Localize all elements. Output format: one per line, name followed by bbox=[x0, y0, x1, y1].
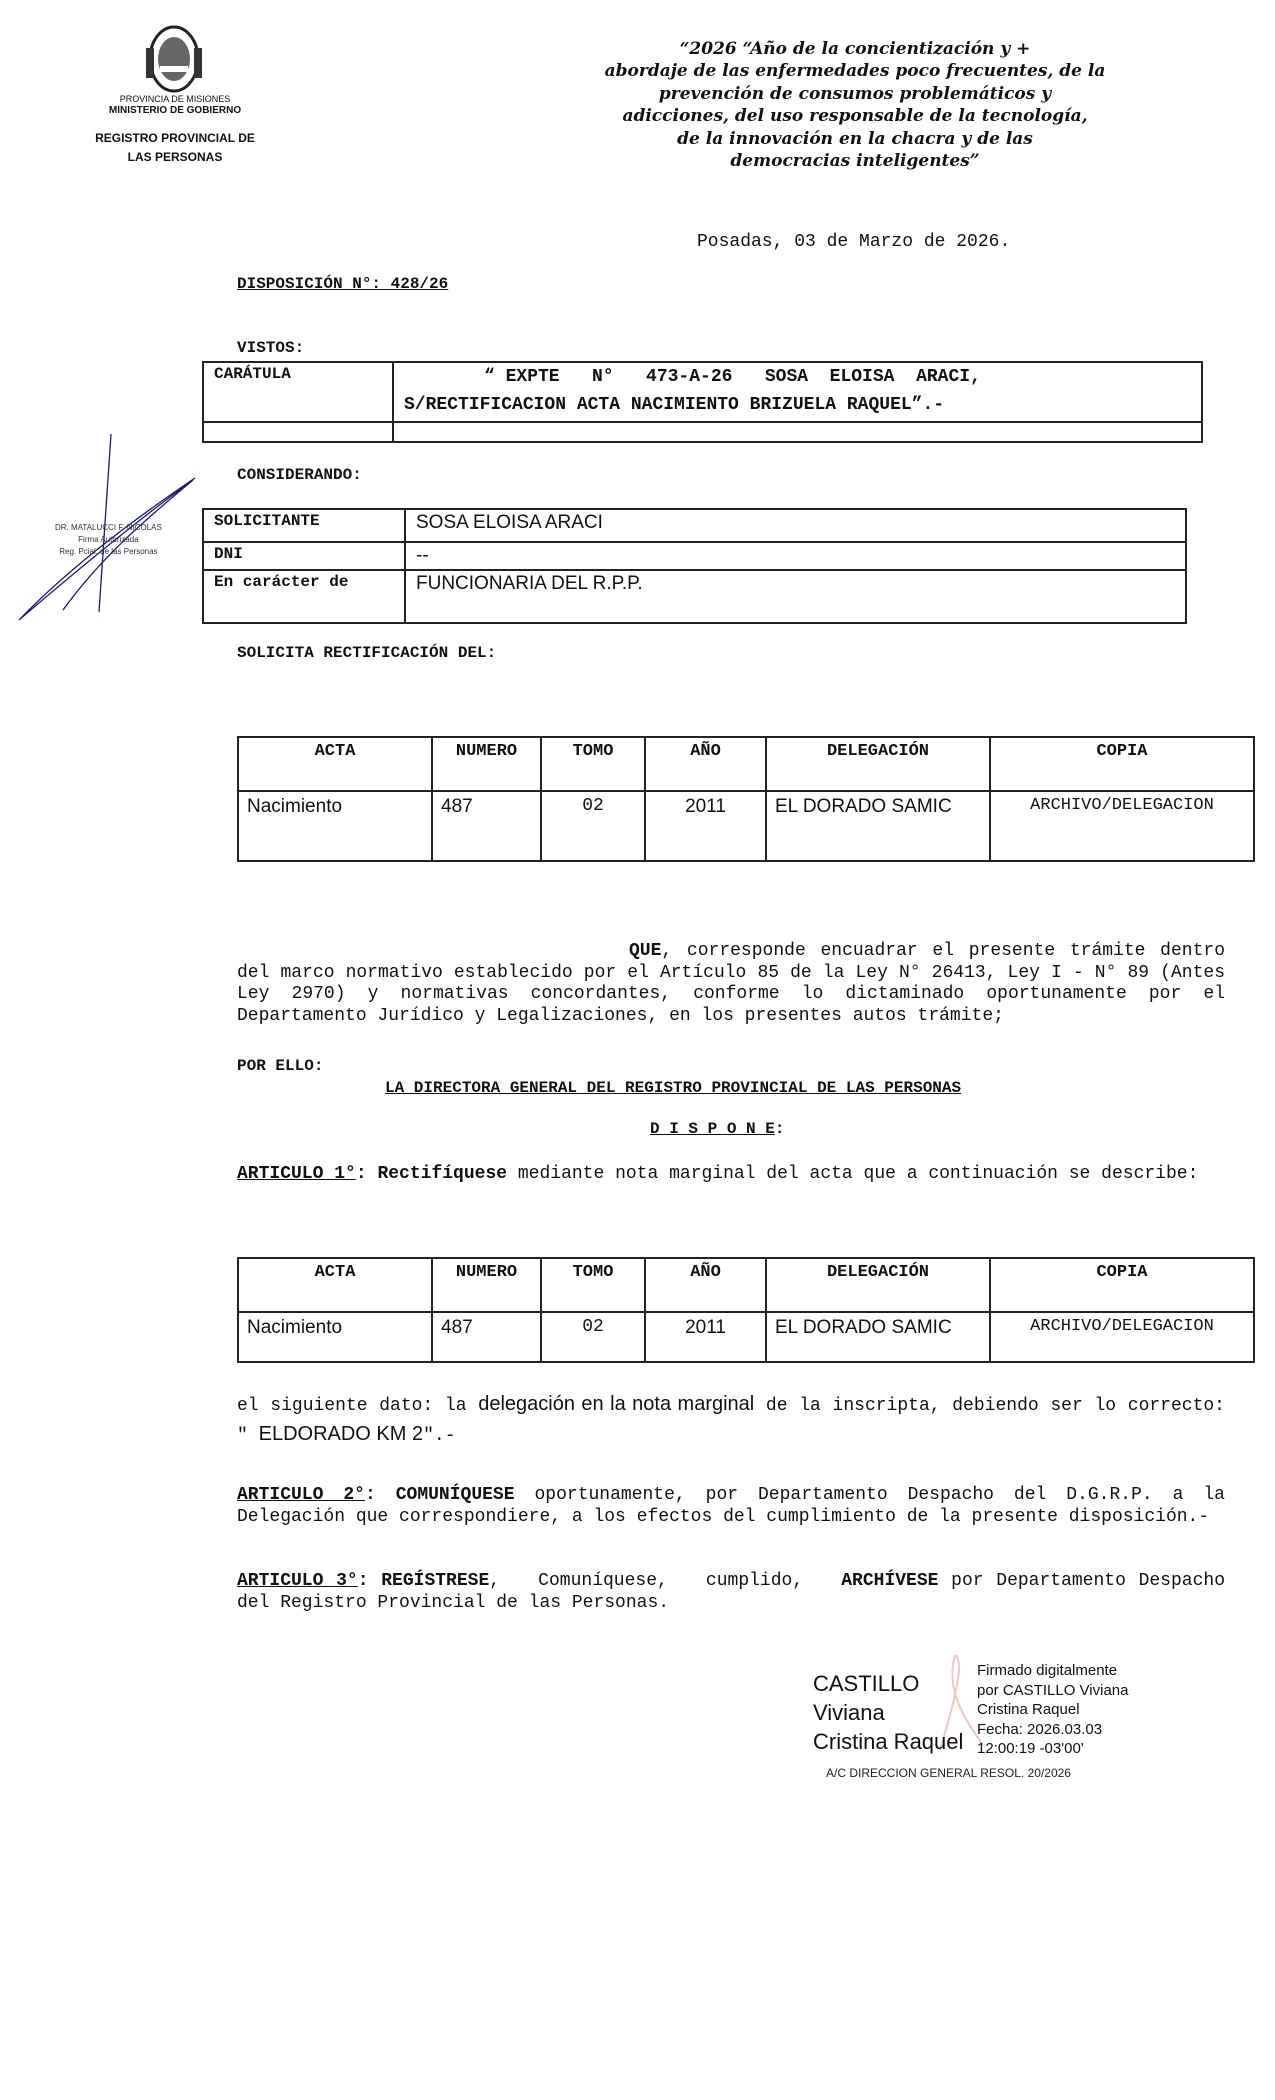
article-text: , Comuníquese, cumplido, bbox=[489, 1571, 842, 1591]
acta-cell: Nacimiento bbox=[238, 791, 432, 861]
signer-name-line: Viviana bbox=[813, 1700, 885, 1725]
org-registry-2: LAS PERSONAS bbox=[127, 150, 223, 164]
article-label: ARTICULO 2° bbox=[237, 1485, 365, 1505]
dni-value: -- bbox=[405, 542, 1186, 570]
col-header: TOMO bbox=[541, 737, 645, 791]
disposition-number: DISPOSICIÓN N°: 428/26 bbox=[237, 275, 449, 293]
article-text: mediante nota marginal del acta que a continuación se describe: bbox=[507, 1164, 1199, 1184]
col-header: NUMERO bbox=[432, 1258, 541, 1312]
signature-detail: 12:00:19 -03'00' bbox=[977, 1740, 1084, 1757]
applicant-table bbox=[202, 508, 1187, 624]
article-verb: Rectifíquese bbox=[377, 1164, 508, 1184]
signature-footer: A/C DIRECCION GENERAL RESOL. 20/2026 bbox=[826, 1766, 1071, 1780]
numero-cell: 487 bbox=[432, 791, 541, 861]
org-province: PROVINCIA DE MISIONES bbox=[119, 94, 231, 104]
col-header: AÑO bbox=[645, 737, 766, 791]
applicant-label: SOLICITANTE bbox=[203, 509, 405, 542]
dispone-heading: D I S P O N E: bbox=[650, 1120, 785, 1138]
tomo-cell: 02 bbox=[541, 1312, 645, 1362]
handwritten-signature bbox=[15, 432, 205, 627]
por-ello: POR ELLO: bbox=[237, 1057, 324, 1075]
motto-line: abordaje de las enfermedades poco frecuentes, de la bbox=[604, 61, 1106, 82]
motto-line: prevención de consumos problemáticos y bbox=[658, 83, 1052, 104]
acta-table-2 bbox=[237, 1257, 1255, 1363]
col-header: DELEGACIÓN bbox=[766, 737, 990, 791]
signature-details bbox=[977, 1661, 1128, 1759]
anio-cell: 2011 bbox=[645, 791, 766, 861]
dispone-text: D I S P O N E bbox=[650, 1120, 775, 1138]
signer-name bbox=[813, 1669, 963, 1756]
stamp-line: DR. MATALUCCI F. NICOLAS bbox=[55, 523, 162, 532]
article-1: ARTICULO 1°: Rectifíquese mediante nota marginal del acta que a continuación se describe: bbox=[237, 1164, 1199, 1184]
corrected-value: ELDORADO KM 2 bbox=[258, 1423, 424, 1445]
signature-detail: Cristina Raquel bbox=[977, 1701, 1080, 1718]
applicant-value: SOSA ELOISA ARACI bbox=[405, 509, 1186, 542]
role-label: En carácter de bbox=[203, 570, 405, 623]
col-header: COPIA bbox=[990, 737, 1254, 791]
caratula-table bbox=[202, 361, 1203, 443]
dni-label: DNI bbox=[203, 542, 405, 570]
empty-cell bbox=[203, 422, 393, 442]
acta-table bbox=[237, 736, 1255, 862]
que-paragraph bbox=[237, 941, 1225, 1027]
caratula-line: S/RECTIFICACION ACTA NACIMIENTO BRIZUELA RAQUEL”.- bbox=[404, 395, 945, 415]
que-bold: QUE bbox=[629, 941, 662, 961]
dato-field: delegación en la nota marginal bbox=[478, 1393, 755, 1415]
signer-name-line: CASTILLO bbox=[813, 1671, 920, 1696]
acta-cell: Nacimiento bbox=[238, 1312, 432, 1362]
col-header: COPIA bbox=[990, 1258, 1254, 1312]
article-2: ARTICULO 2°: COMUNÍQUESE oportunamente, por Departamento Despacho del D.G.R.P. a la Delegación que correspondiere, a los efectos del cumplimiento de la presente disposición.- bbox=[237, 1485, 1225, 1527]
considerando-heading: CONSIDERANDO: bbox=[237, 466, 362, 484]
delegacion-cell: EL DORADO SAMIC bbox=[766, 1312, 990, 1362]
directora-heading: LA DIRECTORA GENERAL DEL REGISTRO PROVINCIAL DE LAS PERSONAS bbox=[385, 1079, 962, 1097]
org-ministry: MINISTERIO DE GOBIERNO bbox=[108, 105, 242, 116]
que-text: , corresponde encuadrar el presente trámite dentro del marco normativo establecido por el Artículo 85 de la Ley N° 26413, Ley I - N° 89 (Antes Ley 2970) y normativas concordantes, conforme lo dictaminado oportunamente por el Departamento Jurídico y Legalizaciones, en los presentes autos trámite; bbox=[237, 941, 1225, 1026]
col-header: ACTA bbox=[238, 737, 432, 791]
signer-name-line: Cristina Raquel bbox=[813, 1729, 964, 1754]
stamp-line: Firma Autorizada bbox=[78, 535, 139, 544]
article-label: ARTICULO 1° bbox=[237, 1164, 356, 1184]
copia-cell: ARCHIVO/DELEGACION bbox=[990, 791, 1254, 861]
motto-line: “2026 “Año de la concientización y + bbox=[679, 39, 1031, 59]
article-verb: REGÍSTRESE bbox=[381, 1571, 490, 1591]
col-header: NUMERO bbox=[432, 737, 541, 791]
dato-post: de la inscripta, debiendo ser lo correcto: " bbox=[237, 1396, 1225, 1446]
anio-cell: 2011 bbox=[645, 1312, 766, 1362]
vistos-heading: VISTOS: bbox=[237, 339, 305, 357]
numero-cell: 487 bbox=[432, 1312, 541, 1362]
col-header: AÑO bbox=[645, 1258, 766, 1312]
dato-end: ".- bbox=[423, 1426, 456, 1446]
role-value: FUNCIONARIA DEL R.P.P. bbox=[405, 570, 1186, 623]
article-verb: COMUNÍQUESE bbox=[395, 1485, 515, 1505]
col-header: DELEGACIÓN bbox=[766, 1258, 990, 1312]
signature-detail: Fecha: 2026.03.03 bbox=[977, 1720, 1103, 1738]
article-verb: ARCHÍVESE bbox=[841, 1571, 939, 1591]
dato-pre: el siguiente dato: la bbox=[237, 1396, 479, 1416]
org-registry: REGISTRO PROVINCIAL DE bbox=[95, 131, 255, 145]
article-text: oportunamente, por Departamento Despacho del D.G.R.P. a la Delegación que correspondiere, a los efectos del cumplimiento de la presente disposición.- bbox=[237, 1485, 1225, 1527]
year-motto bbox=[540, 38, 1170, 172]
coat-of-arms-logo bbox=[140, 24, 208, 94]
copia-cell: ARCHIVO/DELEGACION bbox=[990, 1312, 1254, 1362]
tomo-cell: 02 bbox=[541, 791, 645, 861]
col-header: TOMO bbox=[541, 1258, 645, 1312]
motto-line: democracias inteligentes” bbox=[730, 151, 980, 172]
caratula-value bbox=[393, 362, 1202, 422]
signature-detail: Firmado digitalmente bbox=[977, 1662, 1118, 1679]
signature-detail: por CASTILLO Viviana bbox=[977, 1681, 1129, 1699]
motto-line: adicciones, del uso responsable de la tecnología, bbox=[622, 106, 1088, 127]
delegacion-cell: EL DORADO SAMIC bbox=[766, 791, 990, 861]
article-label: ARTICULO 3° bbox=[237, 1571, 358, 1591]
solicita-heading: SOLICITA RECTIFICACIÓN DEL: bbox=[237, 644, 497, 662]
caratula-line: “ EXPTE N° 473-A-26 SOSA ELOISA ARACI, bbox=[484, 367, 981, 387]
caratula-label: CARÁTULA bbox=[203, 362, 393, 422]
empty-cell bbox=[393, 422, 1202, 442]
date-line: Posadas, 03 de Marzo de 2026. bbox=[697, 232, 1011, 252]
motto-line: de la innovación en la chacra y de las bbox=[677, 128, 1033, 149]
article-text: por Departamento Despacho del Registro Provincial de las Personas. bbox=[237, 1571, 1225, 1613]
stamp-line: Reg. Pcial. de las Personas bbox=[59, 547, 158, 556]
col-header: ACTA bbox=[238, 1258, 432, 1312]
article-3: ARTICULO 3°: REGÍSTRESE, Comuníquese, cumplido, ARCHÍVESE por Departamento Despacho del Registro Provincial de las Personas. bbox=[237, 1571, 1225, 1613]
correction-paragraph bbox=[237, 1390, 1225, 1450]
